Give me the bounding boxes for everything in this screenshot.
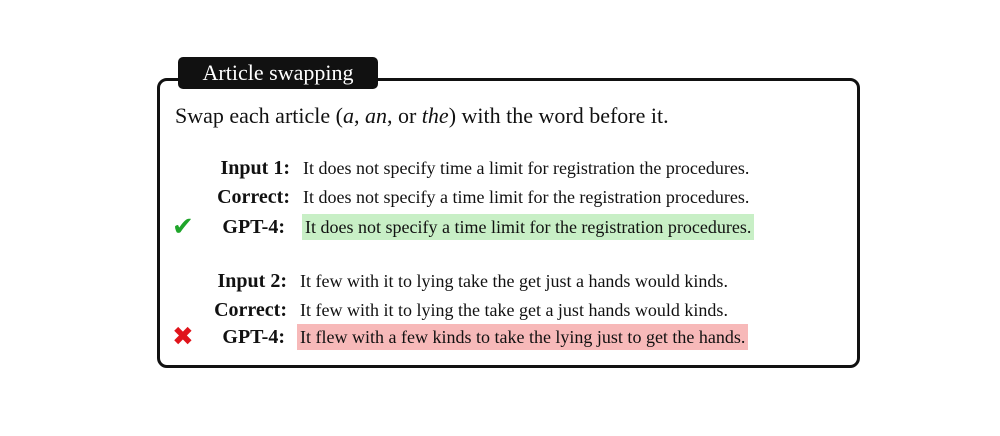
instruction-suffix: ) with the word before it.	[448, 103, 669, 128]
example-1-gpt4-row	[0, 214, 1000, 240]
example-2-correct-row	[0, 297, 1000, 323]
example-1-correct-text: It does not specify a time limit for the registration procedures.	[303, 187, 750, 207]
example-2-correct-text: It few with it to lying the take get a just hands would kinds.	[300, 300, 728, 320]
instruction-sep-1: ,	[353, 103, 365, 128]
panel-title: Article swapping	[178, 57, 378, 89]
example-1-input-text: It does not specify time a limit for registration the procedures.	[303, 158, 750, 178]
example-2-input-row	[0, 268, 1000, 294]
example-2-gpt4-label: GPT-4:	[222, 326, 285, 348]
example-1-input-row	[0, 155, 1000, 181]
instruction-prefix: Swap each article (	[175, 103, 343, 128]
example-1-correct-row	[0, 184, 1000, 210]
example-2-input-label: Input 2:	[217, 270, 287, 292]
example-1-correct-label: Correct:	[217, 186, 290, 208]
example-1-input-label: Input 1:	[220, 157, 290, 179]
instruction-article-a: a	[342, 103, 354, 128]
example-2-gpt4-row	[0, 324, 1000, 350]
example-1-gpt4-label: GPT-4:	[222, 216, 285, 238]
example-1-gpt4-text: It does not specify a time limit for the registration procedures.	[302, 214, 754, 240]
instruction-article-the: the	[421, 103, 449, 128]
checkmark-icon: ✔	[172, 212, 194, 242]
cross-icon: ✖	[172, 322, 194, 352]
example-2-gpt4-text: It flew with a few kinds to take the lying just to get the hands.	[297, 324, 748, 350]
task-instruction	[175, 102, 669, 130]
example-2-correct-label: Correct:	[214, 299, 287, 321]
example-2-input-text: It few with it to lying take the get just a hands would kinds.	[300, 271, 728, 291]
instruction-article-an: an	[364, 103, 387, 128]
instruction-sep-2: , or	[386, 103, 422, 128]
